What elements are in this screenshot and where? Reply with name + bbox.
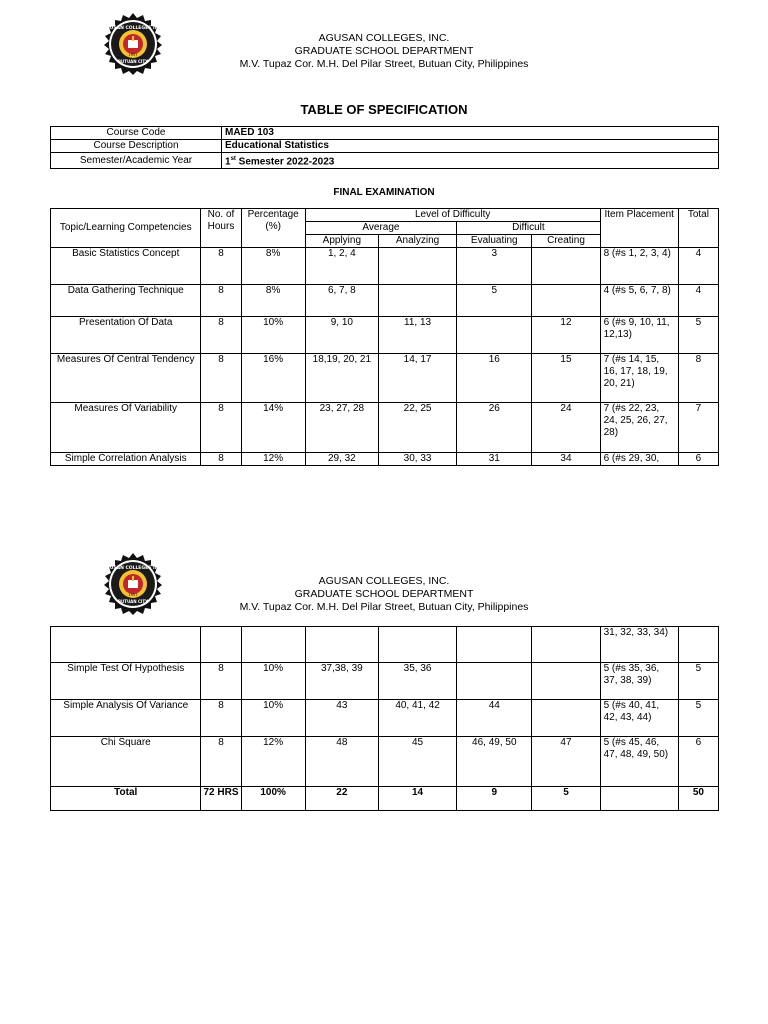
header-topic: Topic/Learning Competencies bbox=[51, 209, 201, 248]
cell-topic: Total bbox=[51, 787, 201, 811]
cell-applying: 37,38, 39 bbox=[305, 663, 378, 700]
cell-topic: Measures Of Variability bbox=[51, 403, 201, 453]
header-analyzing: Analyzing bbox=[378, 235, 456, 248]
cell-evaluating bbox=[457, 627, 532, 663]
exam-title: FINAL EXAMINATION bbox=[333, 187, 435, 198]
course-code-label: Course Code bbox=[51, 127, 222, 140]
institution-name: AGUSAN COLLEGES, INC. bbox=[318, 32, 450, 44]
header-average: Average bbox=[305, 222, 456, 235]
seal-text-bottom-page-2: BUTUAN CITY bbox=[117, 599, 149, 604]
cell-evaluating: 31 bbox=[457, 453, 532, 466]
table-row bbox=[51, 453, 719, 466]
cell-placement: 31, 32, 33, 34) bbox=[600, 627, 678, 663]
header-difficult: Difficult bbox=[457, 222, 600, 235]
cell-creating bbox=[532, 700, 600, 737]
cell-total: 5 bbox=[678, 700, 718, 737]
semester-value: 1st Semester 2022-2023 bbox=[222, 153, 719, 169]
institution-address-page-2: M.V. Tupaz Cor. M.H. Del Pilar Street, Butuan City, Philippines bbox=[239, 601, 529, 613]
cell-creating: 12 bbox=[532, 317, 600, 354]
table-row bbox=[51, 663, 719, 700]
semester-label: Semester/Academic Year bbox=[51, 153, 222, 169]
cell-analyzing: 14 bbox=[378, 787, 456, 811]
header-creating: Creating bbox=[532, 235, 600, 248]
cell-total: 6 bbox=[678, 737, 718, 787]
header-evaluating: Evaluating bbox=[457, 235, 532, 248]
cell-applying bbox=[305, 627, 378, 663]
header-percent: Percentage (%) bbox=[241, 209, 305, 248]
header-item-placement: Item Placement bbox=[600, 209, 678, 248]
cell-hours: 72 HRS bbox=[201, 787, 241, 811]
cell-placement: 5 (#s 40, 41, 42, 43, 44) bbox=[600, 700, 678, 737]
department-name: GRADUATE SCHOOL DEPARTMENT bbox=[294, 45, 474, 57]
cell-evaluating: 44 bbox=[457, 700, 532, 737]
cell-placement: 6 (#s 9, 10, 11, 12,13) bbox=[600, 317, 678, 354]
cell-creating bbox=[532, 627, 600, 663]
specification-table-page-2 bbox=[50, 626, 719, 811]
cell-placement: 4 (#s 5, 6, 7, 8) bbox=[600, 285, 678, 317]
cell-percent: 14% bbox=[241, 403, 305, 453]
cell-analyzing: 30, 33 bbox=[378, 453, 456, 466]
cell-evaluating: 46, 49, 50 bbox=[457, 737, 532, 787]
cell-applying: 18,19, 20, 21 bbox=[305, 354, 378, 403]
total-row bbox=[51, 787, 719, 811]
cell-hours: 8 bbox=[201, 403, 241, 453]
header-hours: No. of Hours bbox=[201, 209, 241, 248]
cell-creating bbox=[532, 248, 600, 285]
course-description-value: Educational Statistics bbox=[222, 140, 719, 153]
cell-percent: 12% bbox=[241, 737, 305, 787]
cell-total bbox=[678, 627, 718, 663]
cell-analyzing: 45 bbox=[378, 737, 456, 787]
table-row bbox=[51, 737, 719, 787]
cell-topic: Chi Square bbox=[51, 737, 201, 787]
course-code-value: MAED 103 bbox=[222, 127, 719, 140]
cell-percent: 10% bbox=[241, 663, 305, 700]
header-total: Total bbox=[678, 209, 718, 248]
cell-percent: 10% bbox=[241, 700, 305, 737]
cell-placement: 7 (#s 14, 15, 16, 17, 18, 19, 20, 21) bbox=[600, 354, 678, 403]
cell-percent: 16% bbox=[241, 354, 305, 403]
cell-hours: 8 bbox=[201, 354, 241, 403]
cell-hours bbox=[201, 627, 241, 663]
cell-placement bbox=[600, 787, 678, 811]
specification-table-page-1 bbox=[50, 208, 719, 466]
cell-percent: 8% bbox=[241, 285, 305, 317]
cell-total: 7 bbox=[678, 403, 718, 453]
cell-topic: Presentation Of Data bbox=[51, 317, 201, 354]
cell-hours: 8 bbox=[201, 700, 241, 737]
cell-placement: 8 (#s 1, 2, 3, 4) bbox=[600, 248, 678, 285]
cell-placement: 6 (#s 29, 30, bbox=[600, 453, 678, 466]
cell-creating: 24 bbox=[532, 403, 600, 453]
cell-percent: 100% bbox=[241, 787, 305, 811]
table-row bbox=[51, 354, 719, 403]
cell-analyzing bbox=[378, 285, 456, 317]
cell-applying: 48 bbox=[305, 737, 378, 787]
document-title: TABLE OF SPECIFICATION bbox=[300, 102, 468, 117]
cell-creating bbox=[532, 663, 600, 700]
cell-applying: 22 bbox=[305, 787, 378, 811]
cell-creating: 15 bbox=[532, 354, 600, 403]
cell-hours: 8 bbox=[201, 248, 241, 285]
department-name-page-2: GRADUATE SCHOOL DEPARTMENT bbox=[294, 588, 474, 600]
cell-hours: 8 bbox=[201, 663, 241, 700]
cell-evaluating: 3 bbox=[457, 248, 532, 285]
institution-name-page-2: AGUSAN COLLEGES, INC. bbox=[318, 575, 450, 587]
cell-percent: 10% bbox=[241, 317, 305, 354]
header-level-of-difficulty: Level of Difficulty bbox=[305, 209, 600, 222]
cell-applying: 6, 7, 8 bbox=[305, 285, 378, 317]
cell-analyzing bbox=[378, 248, 456, 285]
cell-analyzing: 35, 36 bbox=[378, 663, 456, 700]
cell-topic: Simple Test Of Hypothesis bbox=[51, 663, 201, 700]
cell-analyzing: 40, 41, 42 bbox=[378, 700, 456, 737]
institution-address: M.V. Tupaz Cor. M.H. Del Pilar Street, Butuan City, Philippines bbox=[239, 58, 529, 70]
cell-evaluating bbox=[457, 663, 532, 700]
table-row bbox=[51, 700, 719, 737]
cell-placement: 5 (#s 45, 46, 47, 48, 49, 50) bbox=[600, 737, 678, 787]
cell-hours: 8 bbox=[201, 317, 241, 354]
cell-hours: 8 bbox=[201, 737, 241, 787]
cell-applying: 1, 2, 4 bbox=[305, 248, 378, 285]
table-row bbox=[51, 248, 719, 285]
cell-analyzing: 14, 17 bbox=[378, 354, 456, 403]
table-row bbox=[51, 403, 719, 453]
cell-percent: 12% bbox=[241, 453, 305, 466]
seal-year-page-2: 1957 bbox=[128, 593, 138, 597]
cell-analyzing: 11, 13 bbox=[378, 317, 456, 354]
header-applying: Applying bbox=[305, 235, 378, 248]
cell-topic: Basic Statistics Concept bbox=[51, 248, 201, 285]
table-row bbox=[51, 285, 719, 317]
table-row bbox=[51, 627, 719, 663]
cell-total: 8 bbox=[678, 354, 718, 403]
cell-total: 5 bbox=[678, 663, 718, 700]
cell-total: 6 bbox=[678, 453, 718, 466]
seal-text-top: AGUSAN COLLEGES INC. bbox=[102, 26, 164, 31]
cell-percent bbox=[241, 627, 305, 663]
seal-text-top-page-2: AGUSAN COLLEGES INC. bbox=[102, 566, 164, 571]
cell-evaluating: 16 bbox=[457, 354, 532, 403]
cell-hours: 8 bbox=[201, 453, 241, 466]
cell-topic: Simple Correlation Analysis bbox=[51, 453, 201, 466]
cell-placement: 7 (#s 22, 23, 24, 25, 26, 27, 28) bbox=[600, 403, 678, 453]
cell-topic: Simple Analysis Of Variance bbox=[51, 700, 201, 737]
cell-creating: 5 bbox=[532, 787, 600, 811]
cell-total: 5 bbox=[678, 317, 718, 354]
cell-hours: 8 bbox=[201, 285, 241, 317]
cell-creating bbox=[532, 285, 600, 317]
cell-topic: Measures Of Central Tendency bbox=[51, 354, 201, 403]
cell-evaluating: 26 bbox=[457, 403, 532, 453]
cell-total: 50 bbox=[678, 787, 718, 811]
cell-applying: 43 bbox=[305, 700, 378, 737]
cell-analyzing: 22, 25 bbox=[378, 403, 456, 453]
cell-total: 4 bbox=[678, 248, 718, 285]
cell-creating: 34 bbox=[532, 453, 600, 466]
cell-applying: 9, 10 bbox=[305, 317, 378, 354]
seal-year: 1957 bbox=[128, 53, 138, 57]
course-description-label: Course Description bbox=[51, 140, 222, 153]
cell-topic: Data Gathering Technique bbox=[51, 285, 201, 317]
cell-analyzing bbox=[378, 627, 456, 663]
seal-text-bottom: BUTUAN CITY bbox=[117, 59, 149, 64]
cell-topic bbox=[51, 627, 201, 663]
cell-placement: 5 (#s 35, 36, 37, 38, 39) bbox=[600, 663, 678, 700]
cell-applying: 23, 27, 28 bbox=[305, 403, 378, 453]
cell-creating: 47 bbox=[532, 737, 600, 787]
cell-evaluating bbox=[457, 317, 532, 354]
cell-applying: 29, 32 bbox=[305, 453, 378, 466]
cell-total: 4 bbox=[678, 285, 718, 317]
table-row bbox=[51, 317, 719, 354]
cell-percent: 8% bbox=[241, 248, 305, 285]
cell-evaluating: 9 bbox=[457, 787, 532, 811]
course-info-table bbox=[50, 126, 719, 169]
cell-evaluating: 5 bbox=[457, 285, 532, 317]
